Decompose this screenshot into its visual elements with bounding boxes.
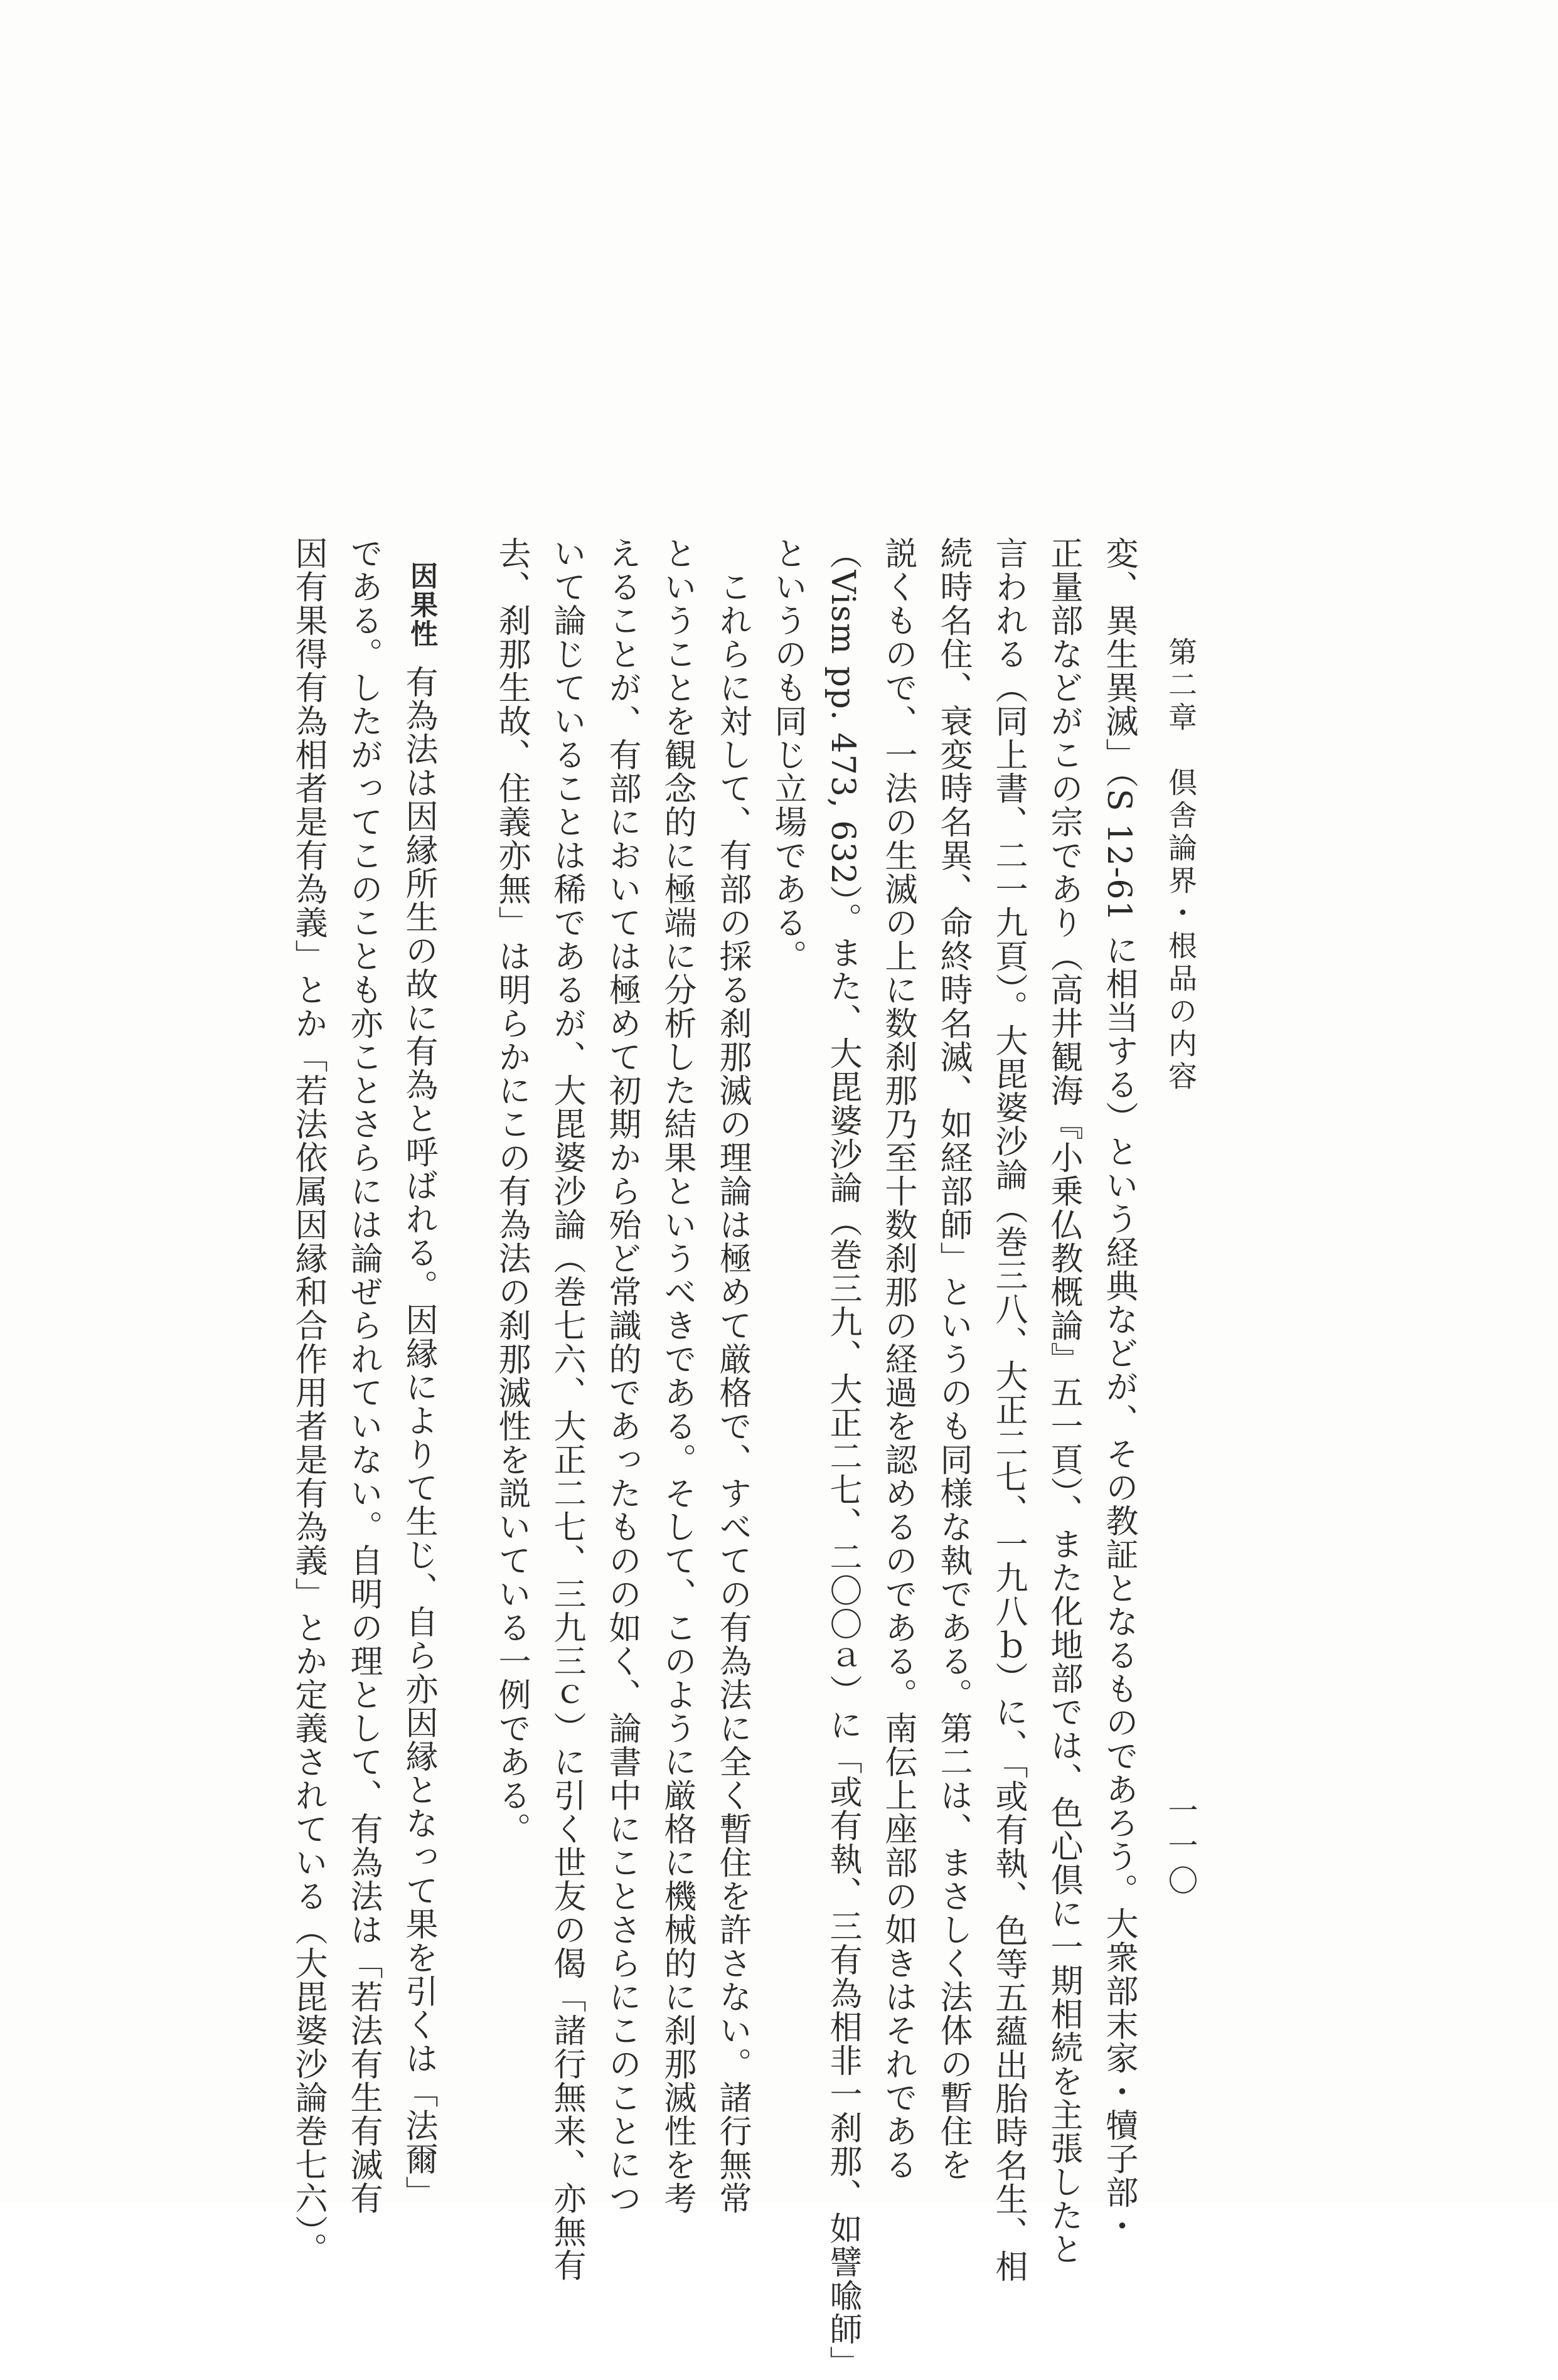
page-number: 一一〇 [1163,1795,1198,1900]
text-column: というのも同じ立場である。 [769,536,806,973]
text-column: 去、刹那生故、住義亦無」は明らかにこの有為法の刹那滅性を説いている一例である。 [493,536,530,1846]
text-column: えることが、有部においては極めて初期から殆ど常識的であったものの如く、論書中にことさらにこのことにつ [603,536,641,2215]
text-column: これらに対して、有部の採る刹那滅の理論は極めて厳格で、すべての有為法に全く暫住を許さない。諸行無常 [713,536,751,2215]
text-column: 言われる（同上書、二一九頁）。大毘婆沙論（巻三八、大正二七、一九八ｂ）に、「或有執、色等五蘊出胎時名生、相 [990,536,1027,2283]
text-column: いて論じていることは稀であるが、大毘婆沙論（巻七六、大正二七、三九三ｃ）に引く世友の偈「諸行無来、亦無有 [548,536,585,2282]
running-header: 第二章 倶舎論界・根品の内容 [1164,637,1198,1094]
text-column: 変、異生異滅」（S 12-61 に相当する）という経典などが、その教証となるものであろう。大衆部末家・犢子部・ [1100,536,1138,2243]
text-column: である。したがってこのことも亦ことさらには論ぜられていない。自明の理として、有為法は「若法有生有滅有 [344,536,382,2215]
text-column: 正量部などがこの宗であり（高井観海『小乗仏教概論』五一頁）、また化地部では、色心倶に一期相続を主張したと [1045,536,1082,2266]
text-column: ということを観念的に極端に分析した結果というべきである。そして、このように厳格に機械的に刹那滅性を考 [658,536,696,2215]
text-column: 因有果得有為相者是有為義」とか「若法依属因縁和合作用者是有為義」とか定義されている（大毘婆沙論巻七六）。 [289,536,327,2266]
text-column: 説くもので、一法の生滅の上に数刹那乃至十数刹那の経過を認めるのである。南伝上座部の如きはそれである [879,536,917,2182]
section-side-label: 因果性 [405,562,437,648]
text-column: （Vism pp. 473, 632）。また、大毘婆沙論（巻三九、大正二七、二〇〇ａ）に「或有執、三有為相非一刹那、如譬喩師」 [824,536,862,2380]
text-column: 続時名住、衰変時名異、命終時名滅、如経部師」というのも同様な執である。第二は、まさしく法体の暫住を [934,536,972,2182]
text-column: 有為法は因縁所生の故に有為と呼ばれる。因縁によりて生じ、自ら亦因縁となって果を引くは「法爾」 [400,665,437,2209]
